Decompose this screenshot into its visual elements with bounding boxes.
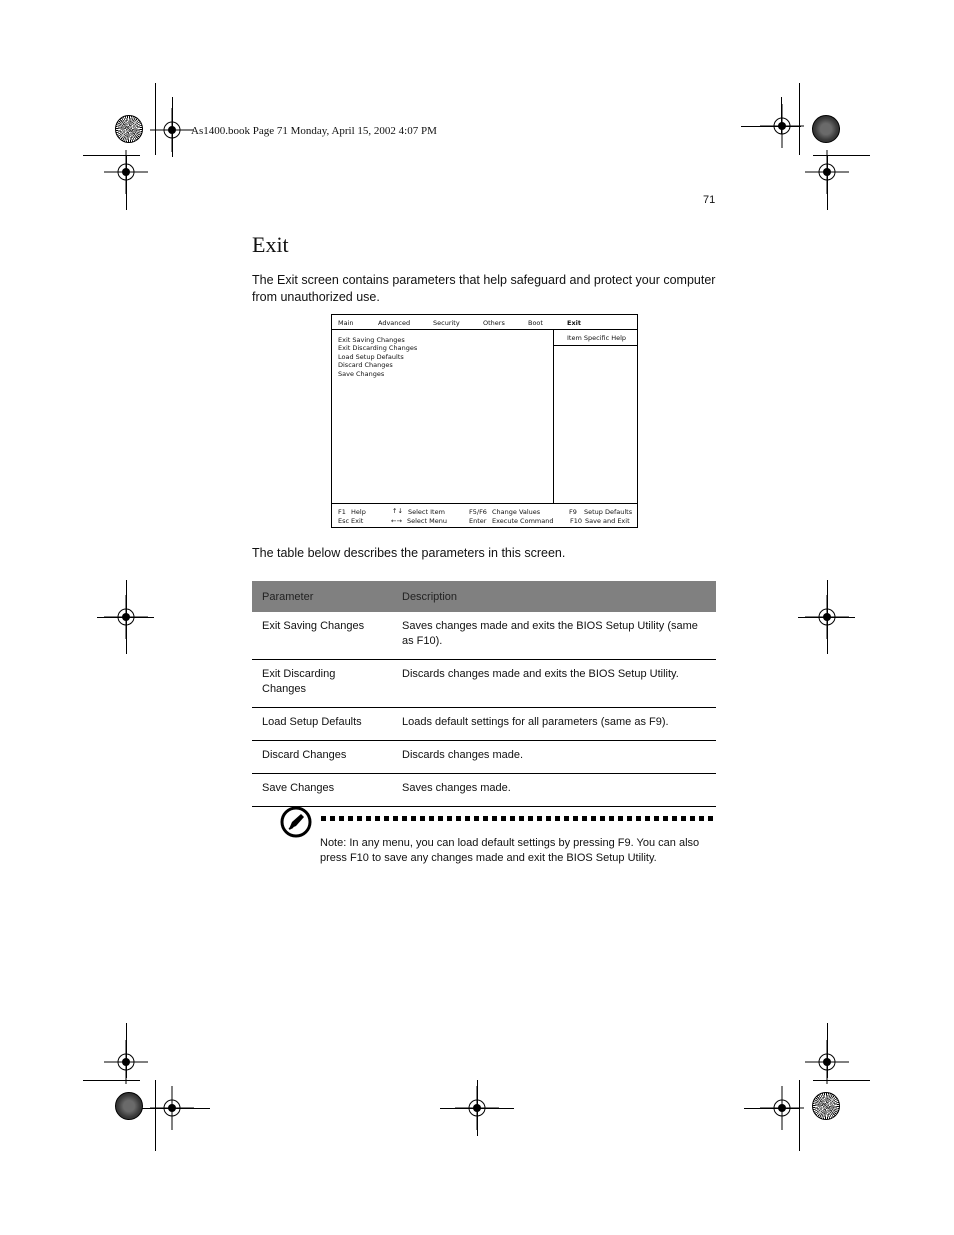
- table-header-row: [252, 581, 716, 612]
- crop-line: [172, 97, 173, 157]
- density-target-icon: [812, 115, 840, 143]
- parameter-cell: Discard Changes: [252, 741, 392, 774]
- parameter-table: [252, 581, 716, 807]
- description-cell: Saves changes made and exits the BIOS Setup Utility (same as F10).: [392, 612, 716, 660]
- description-cell: Saves changes made.: [392, 774, 716, 807]
- bios-key-f9-label: Setup Defaults: [584, 508, 633, 516]
- crop-line: [126, 1023, 127, 1078]
- bios-menu-main: Main: [338, 319, 354, 327]
- bios-item: Exit Discarding Changes: [338, 344, 418, 353]
- starburst-target-icon: [812, 1092, 840, 1120]
- crop-line: [781, 97, 782, 134]
- bios-screen-figure: [331, 314, 638, 528]
- column-header-description: Description: [392, 581, 716, 612]
- bios-key-f5f6: F5/F6: [469, 508, 487, 516]
- table-intro: The table below describes the parameters in this screen.: [252, 546, 566, 560]
- page-number: 71: [703, 194, 716, 206]
- description-cell: Discards changes made and exits the BIOS Setup Utility.: [392, 660, 716, 708]
- bios-key-esc: Esc: [338, 517, 350, 525]
- table-row: [252, 612, 716, 660]
- bios-key-select-item-label: Select Item: [408, 508, 445, 516]
- note-pen-icon: [280, 806, 312, 838]
- divider: [553, 330, 554, 503]
- bios-key-esc-label: Exit: [351, 517, 364, 525]
- bios-key-f5f6-label: Change Values: [492, 508, 541, 516]
- bios-key-f10: F10: [570, 517, 583, 525]
- intro-paragraph: The Exit screen contains parameters that help safeguard and protect your computer from unauthorized use.: [252, 273, 716, 304]
- table-row: [252, 708, 716, 741]
- divider: [332, 503, 637, 504]
- description-cell: Discards changes made.: [392, 741, 716, 774]
- column-header-parameter: Parameter: [252, 581, 392, 612]
- divider: [332, 329, 637, 330]
- bios-key-f10-label: Save and Exit: [585, 517, 630, 525]
- parameter-cell: Exit Saving Changes: [252, 612, 392, 660]
- bios-key-f1: F1: [338, 508, 346, 516]
- table-row: [252, 660, 716, 708]
- parameter-cell: Save Changes: [252, 774, 392, 807]
- parameter-cell: Load Setup Defaults: [252, 708, 392, 741]
- parameter-cell: Exit Discarding Changes: [252, 660, 392, 708]
- description-cell: Loads default settings for all parameters (same as F9).: [392, 708, 716, 741]
- crop-line: [744, 1108, 800, 1109]
- bios-key-enter: Enter: [469, 517, 487, 525]
- bios-item: Save Changes: [338, 369, 385, 378]
- bios-menu-advanced: Advanced: [378, 319, 411, 327]
- crop-line: [827, 1023, 828, 1078]
- crop-line: [140, 1108, 210, 1109]
- bios-key-enter-label: Execute Command: [492, 517, 554, 525]
- up-down-arrows-icon: ↑↓: [392, 507, 403, 515]
- bios-item: Discard Changes: [338, 361, 393, 370]
- crop-line: [798, 617, 855, 618]
- divider: [553, 345, 637, 346]
- crop-line: [477, 1080, 478, 1136]
- bios-key-select-menu-label: Select Menu: [407, 517, 447, 525]
- print-slug: As1400.book Page 71 Monday, April 15, 2002 4:07 PM: [191, 125, 437, 137]
- table-row: [252, 774, 716, 807]
- bios-help-title: Item Specific Help: [567, 334, 627, 342]
- crop-line: [97, 617, 154, 618]
- left-right-arrows-icon: ←→: [391, 517, 402, 525]
- starburst-target-icon: [115, 115, 143, 143]
- note-text: Note: In any menu, you can load default settings by pressing F9. You can also press F10 to save any changes made and exit the BIOS Setup Utility.: [320, 837, 700, 864]
- bios-menu-bar: [332, 315, 637, 329]
- bios-menu-boot: Boot: [528, 319, 543, 327]
- bios-menu-security: Security: [433, 319, 460, 327]
- table-row: [252, 741, 716, 774]
- bios-key-f9: F9: [569, 508, 577, 516]
- crop-line: [741, 126, 801, 127]
- bios-menu-others: Others: [483, 319, 505, 327]
- bios-item: Exit Saving Changes: [338, 336, 405, 344]
- bios-item: Load Setup Defaults: [338, 352, 404, 361]
- bios-item-list: [338, 336, 417, 378]
- bios-key-f1-label: Help: [351, 508, 366, 516]
- crop-line: [827, 156, 828, 210]
- section-title: Exit: [252, 232, 289, 257]
- note-divider: [321, 816, 716, 821]
- crop-line: [126, 156, 127, 210]
- bios-menu-exit: Exit: [567, 319, 581, 327]
- density-target-icon: [115, 1092, 143, 1120]
